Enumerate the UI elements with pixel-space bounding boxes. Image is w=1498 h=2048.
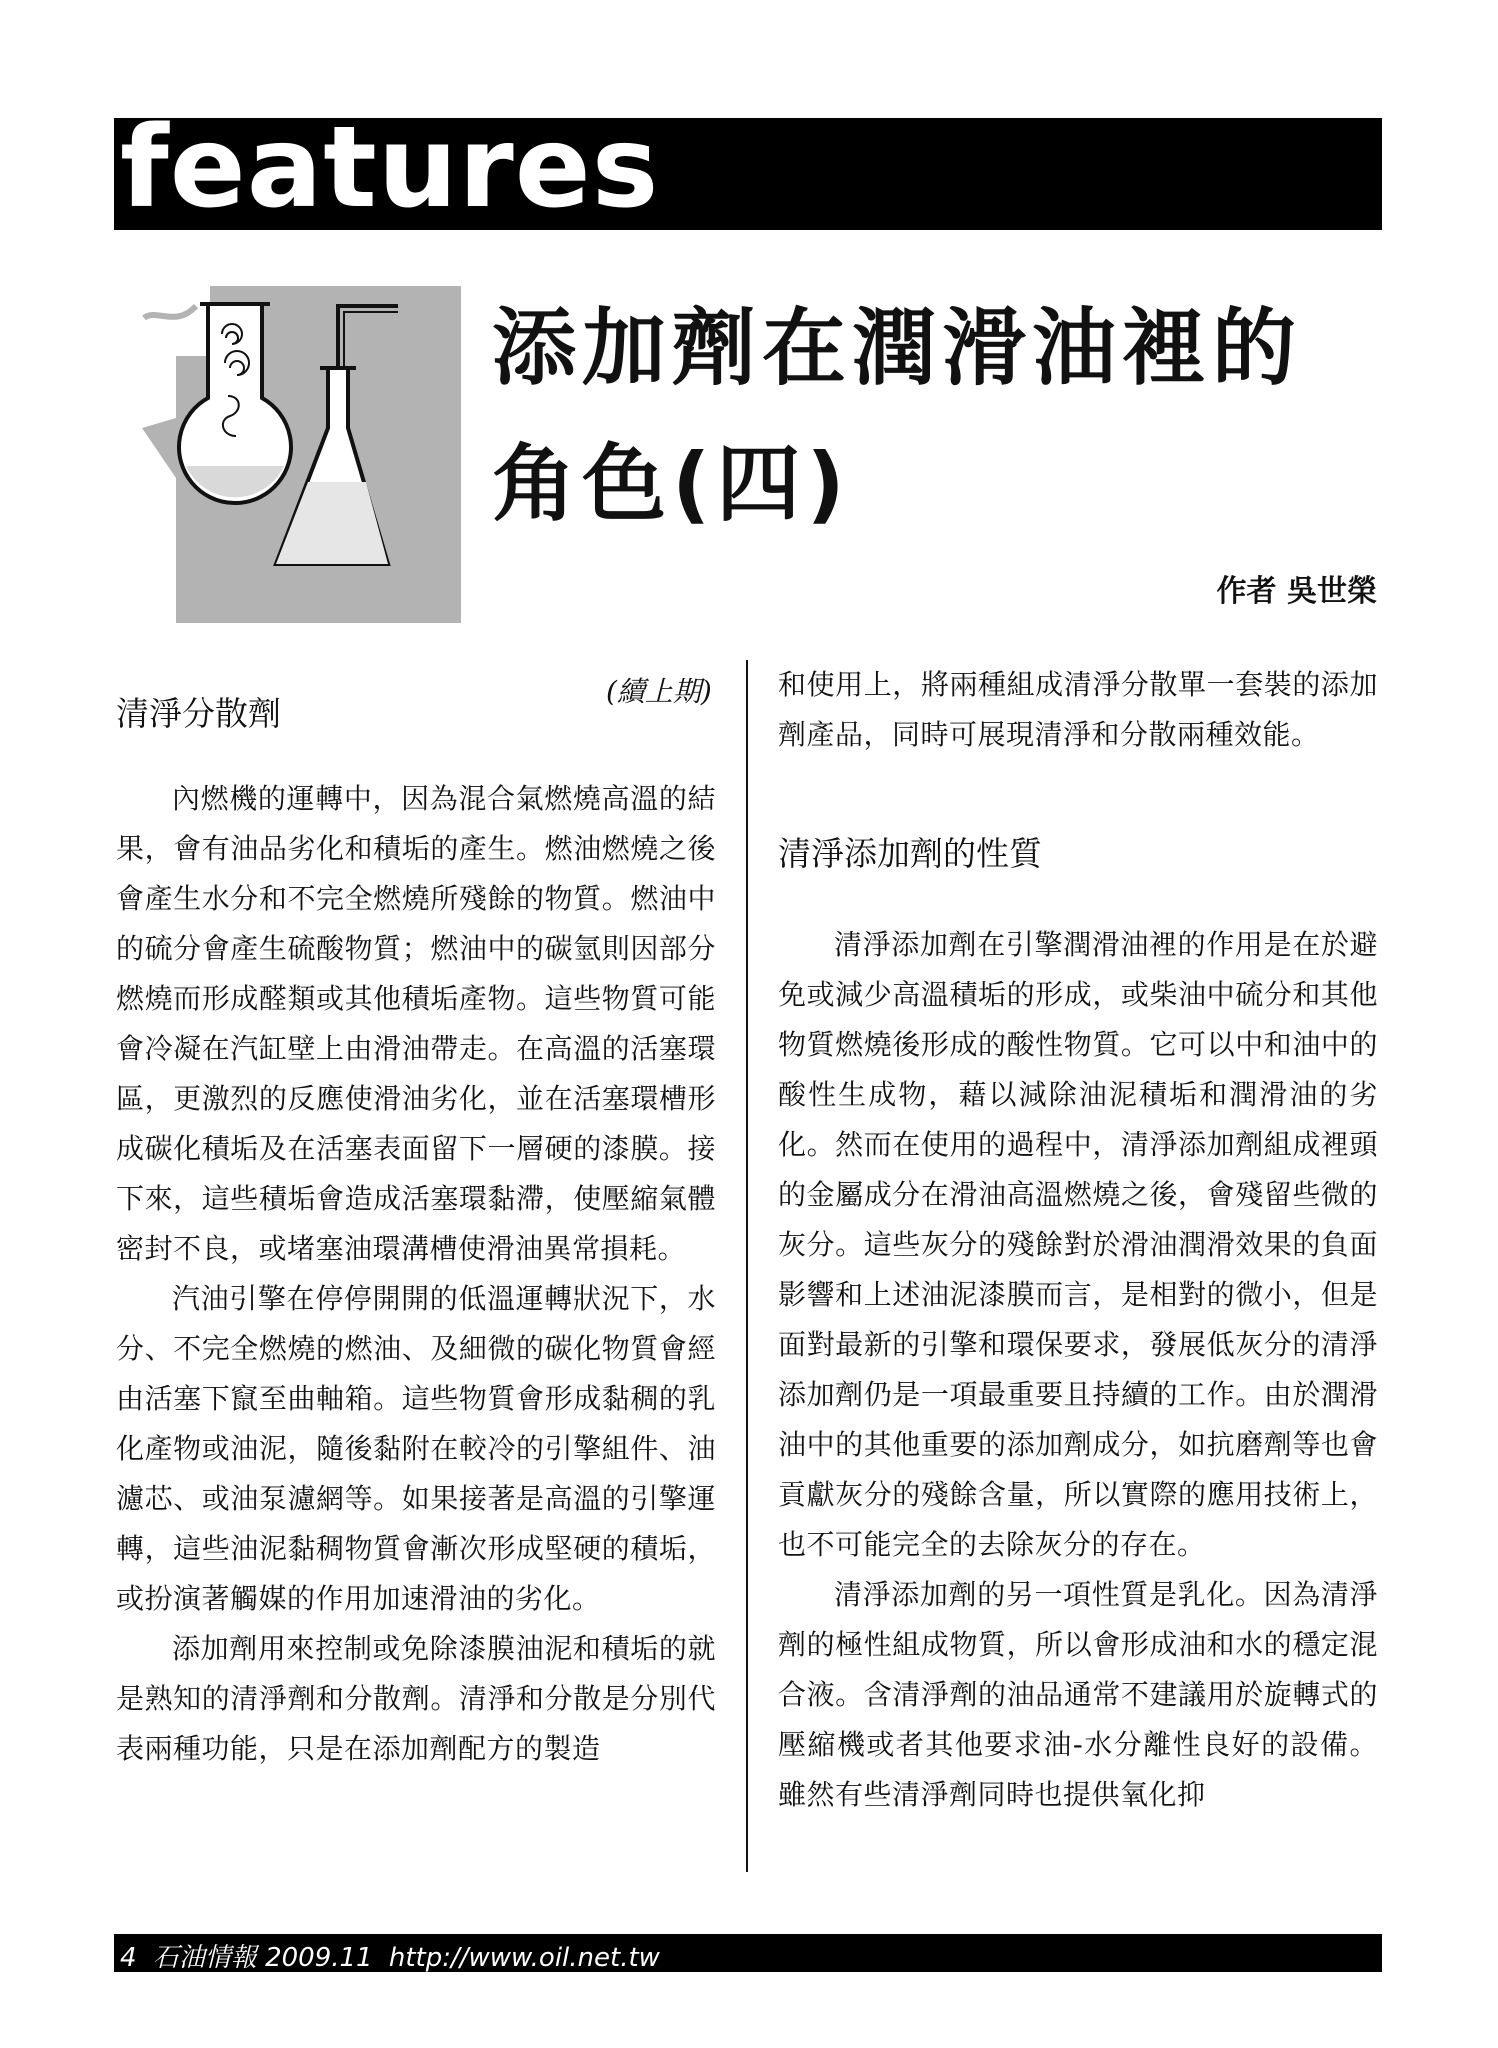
right-column	[778, 660, 1378, 1820]
publication-name: 石油情報 2009.11	[152, 1943, 373, 1973]
features-banner	[114, 103, 1382, 233]
left-column	[116, 660, 716, 1774]
section-heading-detergent-properties: 清淨添加劑的性質	[778, 834, 1042, 873]
footer-bar	[114, 1934, 1382, 1972]
article-title-line1: 添加劑在潤滑油裡的	[492, 299, 1303, 397]
paragraph: 添加劑用來控制或免除漆膜油泥和積垢的就是熟知的清淨劑和分散劑。清淨和分散是分別代表兩種功能，只是在添加劑配方的製造	[116, 1632, 716, 1765]
section-heading-detergent-dispersant: 清淨分散劑	[116, 694, 281, 733]
paragraph-continued: 和使用上，將兩種組成清淨分散單一套裝的添加劑產品，同時可展現清淨和分散兩種效能。	[778, 668, 1378, 751]
column-divider	[746, 660, 748, 1872]
footer-url-link[interactable]: http://www.oil.net.tw	[388, 1943, 660, 1973]
author-byline: 作者 吳世榮	[1216, 574, 1377, 609]
chemistry-flasks-illustration	[136, 278, 466, 628]
footer-text	[120, 1937, 668, 1974]
continued-note: (續上期)	[606, 675, 712, 708]
banner-label: features	[120, 103, 660, 233]
paragraph: 汽油引擎在停停開開的低溫運轉狀況下，水分、不完全燃燒的燃油、及細微的碳化物質會經由活塞下竄至曲軸箱。這些物質會形成黏稠的乳化產物或油泥，隨後黏附在較冷的引擎組件、油濾芯、或油泵濾網等。如果接著是高溫的引擎運轉，這些油泥黏稠物質會漸次形成堅硬的積垢，或扮演著觸媒的作用加速滑油的劣化。	[116, 1282, 716, 1615]
page-number: 4	[120, 1943, 137, 1973]
article-title-line2: 角色(四)	[492, 435, 851, 533]
paragraph: 清淨添加劑的另一項性質是乳化。因為清淨劑的極性組成物質，所以會形成油和水的穩定混合液。含清淨劑的油品通常不建議用於旋轉式的壓縮機或者其他要求油-水分離性良好的設備。雖然有些清淨劑同時也提供氧化抑	[778, 1578, 1378, 1811]
paragraph: 清淨添加劑在引擎潤滑油裡的作用是在於避免或減少高溫積垢的形成，或柴油中硫分和其他物質燃燒後形成的酸性物質。它可以中和油中的酸性生成物，藉以減除油泥積垢和潤滑油的劣化。然而在使用的過程中，清淨添加劑組成裡頭的金屬成分在滑油高溫燃燒之後，會殘留些微的灰分。這些灰分的殘餘對於滑油潤滑效果的負面影響和上述油泥漆膜而言，是相對的微小，但是面對最新的引擎和環保要求，發展低灰分的清淨添加劑仍是一項最重要且持續的工作。由於潤滑油中的其他重要的添加劑成分，如抗磨劑等也會貢獻灰分的殘餘含量，所以實際的應用技術上，也不可能完全的去除灰分的存在。	[778, 928, 1378, 1561]
article-title	[492, 280, 1392, 552]
paragraph: 內燃機的運轉中，因為混合氣燃燒高溫的結果，會有油品劣化和積垢的產生。燃油燃燒之後會產生水分和不完全燃燒所殘餘的物質。燃油中的硫分會產生硫酸物質；燃油中的碳氫則因部分燃燒而形成醛類或其他積垢產物。這些物質可能會冷凝在汽缸壁上由滑油帶走。在高溫的活塞環區，更激烈的反應使滑油劣化，並在活塞環槽形成碳化積垢及在活塞表面留下一層硬的漆膜。接下來，這些積垢會造成活塞環黏滯，使壓縮氣體密封不良，或堵塞油環溝槽使滑油異常損耗。	[116, 782, 716, 1265]
